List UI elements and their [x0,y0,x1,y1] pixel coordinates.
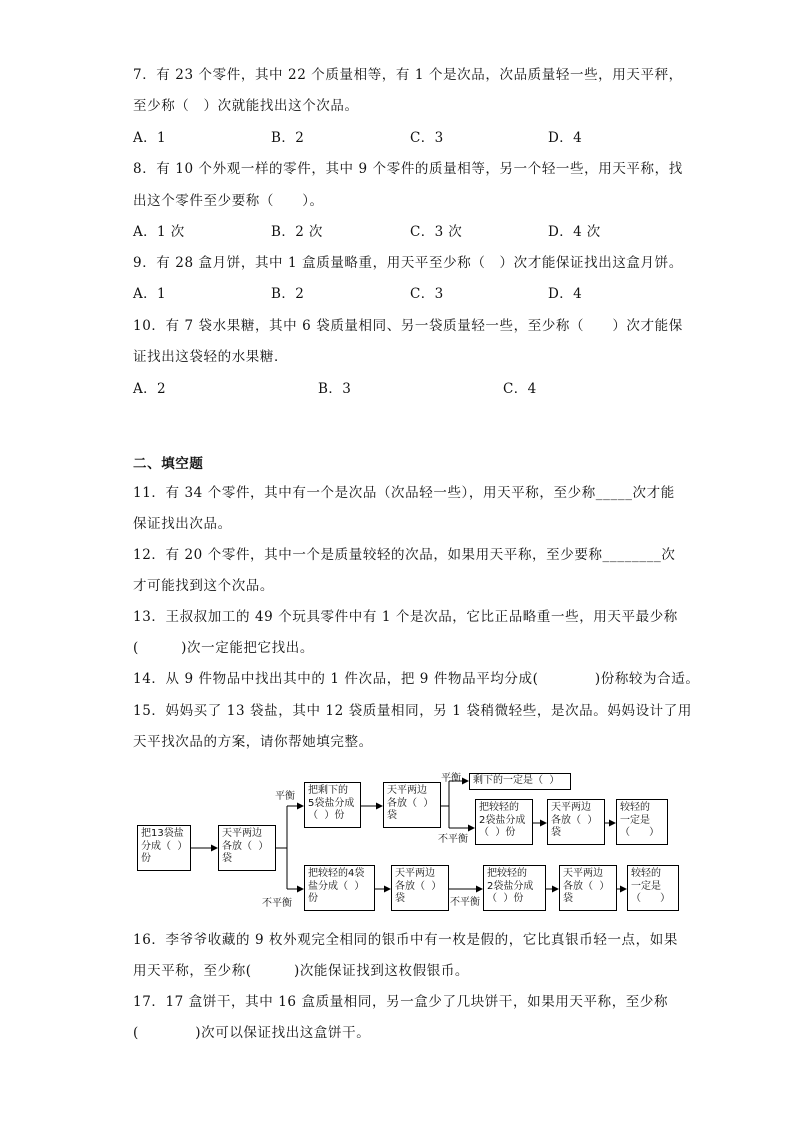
q17-line-2: ( )次可以保证找出这盒饼干。 [133,1025,371,1041]
q8-line-2: 出这个零件至少要称（ ）。 [133,193,324,209]
q15-line-2: 天平找次品的方案，请你帮她填完整。 [133,734,373,750]
flow-top-weigh-box: 天平两边 各放（ ） 袋 [383,782,441,828]
q7-line-1: 7．有 23 个零件，其中 22 个质量相等，有 1 个是次品，次品质量轻一些，用天平秤， [133,67,683,83]
section-title: 二、填空题 [133,456,204,472]
flow-bottom-split-box: 把较轻的4袋 盐分成（ ） 份 [304,865,375,911]
q9-option-d[interactable]: D．4 [548,286,583,302]
q7-option-c[interactable]: C．3 [410,130,444,146]
q11-line-1: 11．有 34 个零件，其中有一个是次品（次品轻一些），用天平称，至少称_____次才能 [133,485,675,501]
bottom-unbalanced-label: 不平衡 [450,897,480,908]
flow-bottom-result-box: 较轻的 一定是 （ ） [627,865,679,911]
q11-line-2: 保证找出次品。 [133,516,232,532]
q16-line-2: 用天平称，至少称( )次能保证找到这枚假银币。 [133,963,470,979]
q16-line-1: 16．李爷爷收藏的 9 枚外观完全相同的银币中有一枚是假的，它比真银币轻一点，如果 [133,932,678,948]
flow-top-split-box: 把剩下的 5袋盐分成 （ ）份 [304,782,361,828]
q12-line-1: 12．有 20 个零件，其中一个是质量较轻的次品，如果用天平称，至少要称________次 [133,547,676,563]
q10-line-2: 证找出这袋轻的水果糖． [133,349,289,365]
flow-top-result-box: 较轻的 一定是 （ ） [616,799,668,845]
q9-option-a[interactable]: A．1 [133,286,167,302]
q10-option-c[interactable]: C．4 [503,381,537,397]
q10-option-b[interactable]: B．3 [318,381,352,397]
top-unbalanced-label: 不平衡 [438,834,468,845]
q7-option-d[interactable]: D．4 [548,130,583,146]
top-balanced-label: 平衡 [441,773,461,784]
flow-bottom-weigh-box: 天平两边 各放（ ） 袋 [391,865,449,911]
flow-top-weigh2-box: 天平两边 各放（ ） 袋 [547,799,605,845]
balanced-label: 平衡 [275,791,295,802]
flow-start-box: 把13袋盐 分成（ ） 份 [137,825,191,871]
q17-line-1: 17．17 盒饼干，其中 16 盒质量相同，另一盒少了几块饼干，如果用天平称，至少称 [133,994,669,1010]
q7-line-2: 至少称（ ）次就能找出这个次品。 [133,98,359,114]
q8-option-a[interactable]: A．1 次 [133,224,185,240]
q9-line-1: 9．有 28 盒月饼，其中 1 盒质量略重，用天平至少称（ ）次才能保证找出这盒月饼。 [133,255,683,271]
q8-option-c[interactable]: C．3 次 [410,224,463,240]
flow-bottom-lighter-split-box: 把较轻的 2袋盐分成 （ ）份 [483,865,546,911]
q7-option-b[interactable]: B．2 [271,130,305,146]
q9-option-c[interactable]: C．3 [410,286,444,302]
flow-bottom-weigh2-box: 天平两边 各放（ ） 袋 [559,865,617,911]
q8-option-d[interactable]: D．4 次 [548,224,601,240]
q12-line-2: 才可能找到这个次品。 [133,578,274,594]
q8-line-1: 8．有 10 个外观一样的零件，其中 9 个零件的质量相等，另一个轻一些，用天平称，找 [133,161,683,177]
q13-line-2: ( )次一定能把它找出。 [133,640,314,656]
flow-weigh1-box: 天平两边 各放（ ） 袋 [218,825,276,871]
q8-option-b[interactable]: B．2 次 [271,224,323,240]
unbalanced-label: 不平衡 [262,898,292,909]
q10-line-1: 10．有 7 袋水果糖，其中 6 袋质量相同、另一袋质量轻一些，至少称（ ）次才能保 [133,318,683,334]
flow-top-lighter-split-box: 把较轻的 2袋盐分成 （ ）份 [475,799,533,845]
q7-option-a[interactable]: A．1 [133,130,167,146]
q13-line-1: 13．王叔叔加工的 49 个玩具零件中有 1 个是次品，它比正品略重一些，用天平最少称 [133,609,678,625]
q14-line-1: 14．从 9 件物品中找出其中的 1 件次品，把 9 件物品平均分成( )份称较为合适。 [133,671,700,687]
q15-line-1: 15．妈妈买了 13 袋盐，其中 12 袋质量相同，另 1 袋稍微轻些，是次品。妈妈设计了用 [133,703,692,719]
flow-top-remaining-box: 剩下的一定是（ ） [469,773,571,790]
q10-option-a[interactable]: A．2 [133,381,167,397]
q9-option-b[interactable]: B．2 [271,286,305,302]
